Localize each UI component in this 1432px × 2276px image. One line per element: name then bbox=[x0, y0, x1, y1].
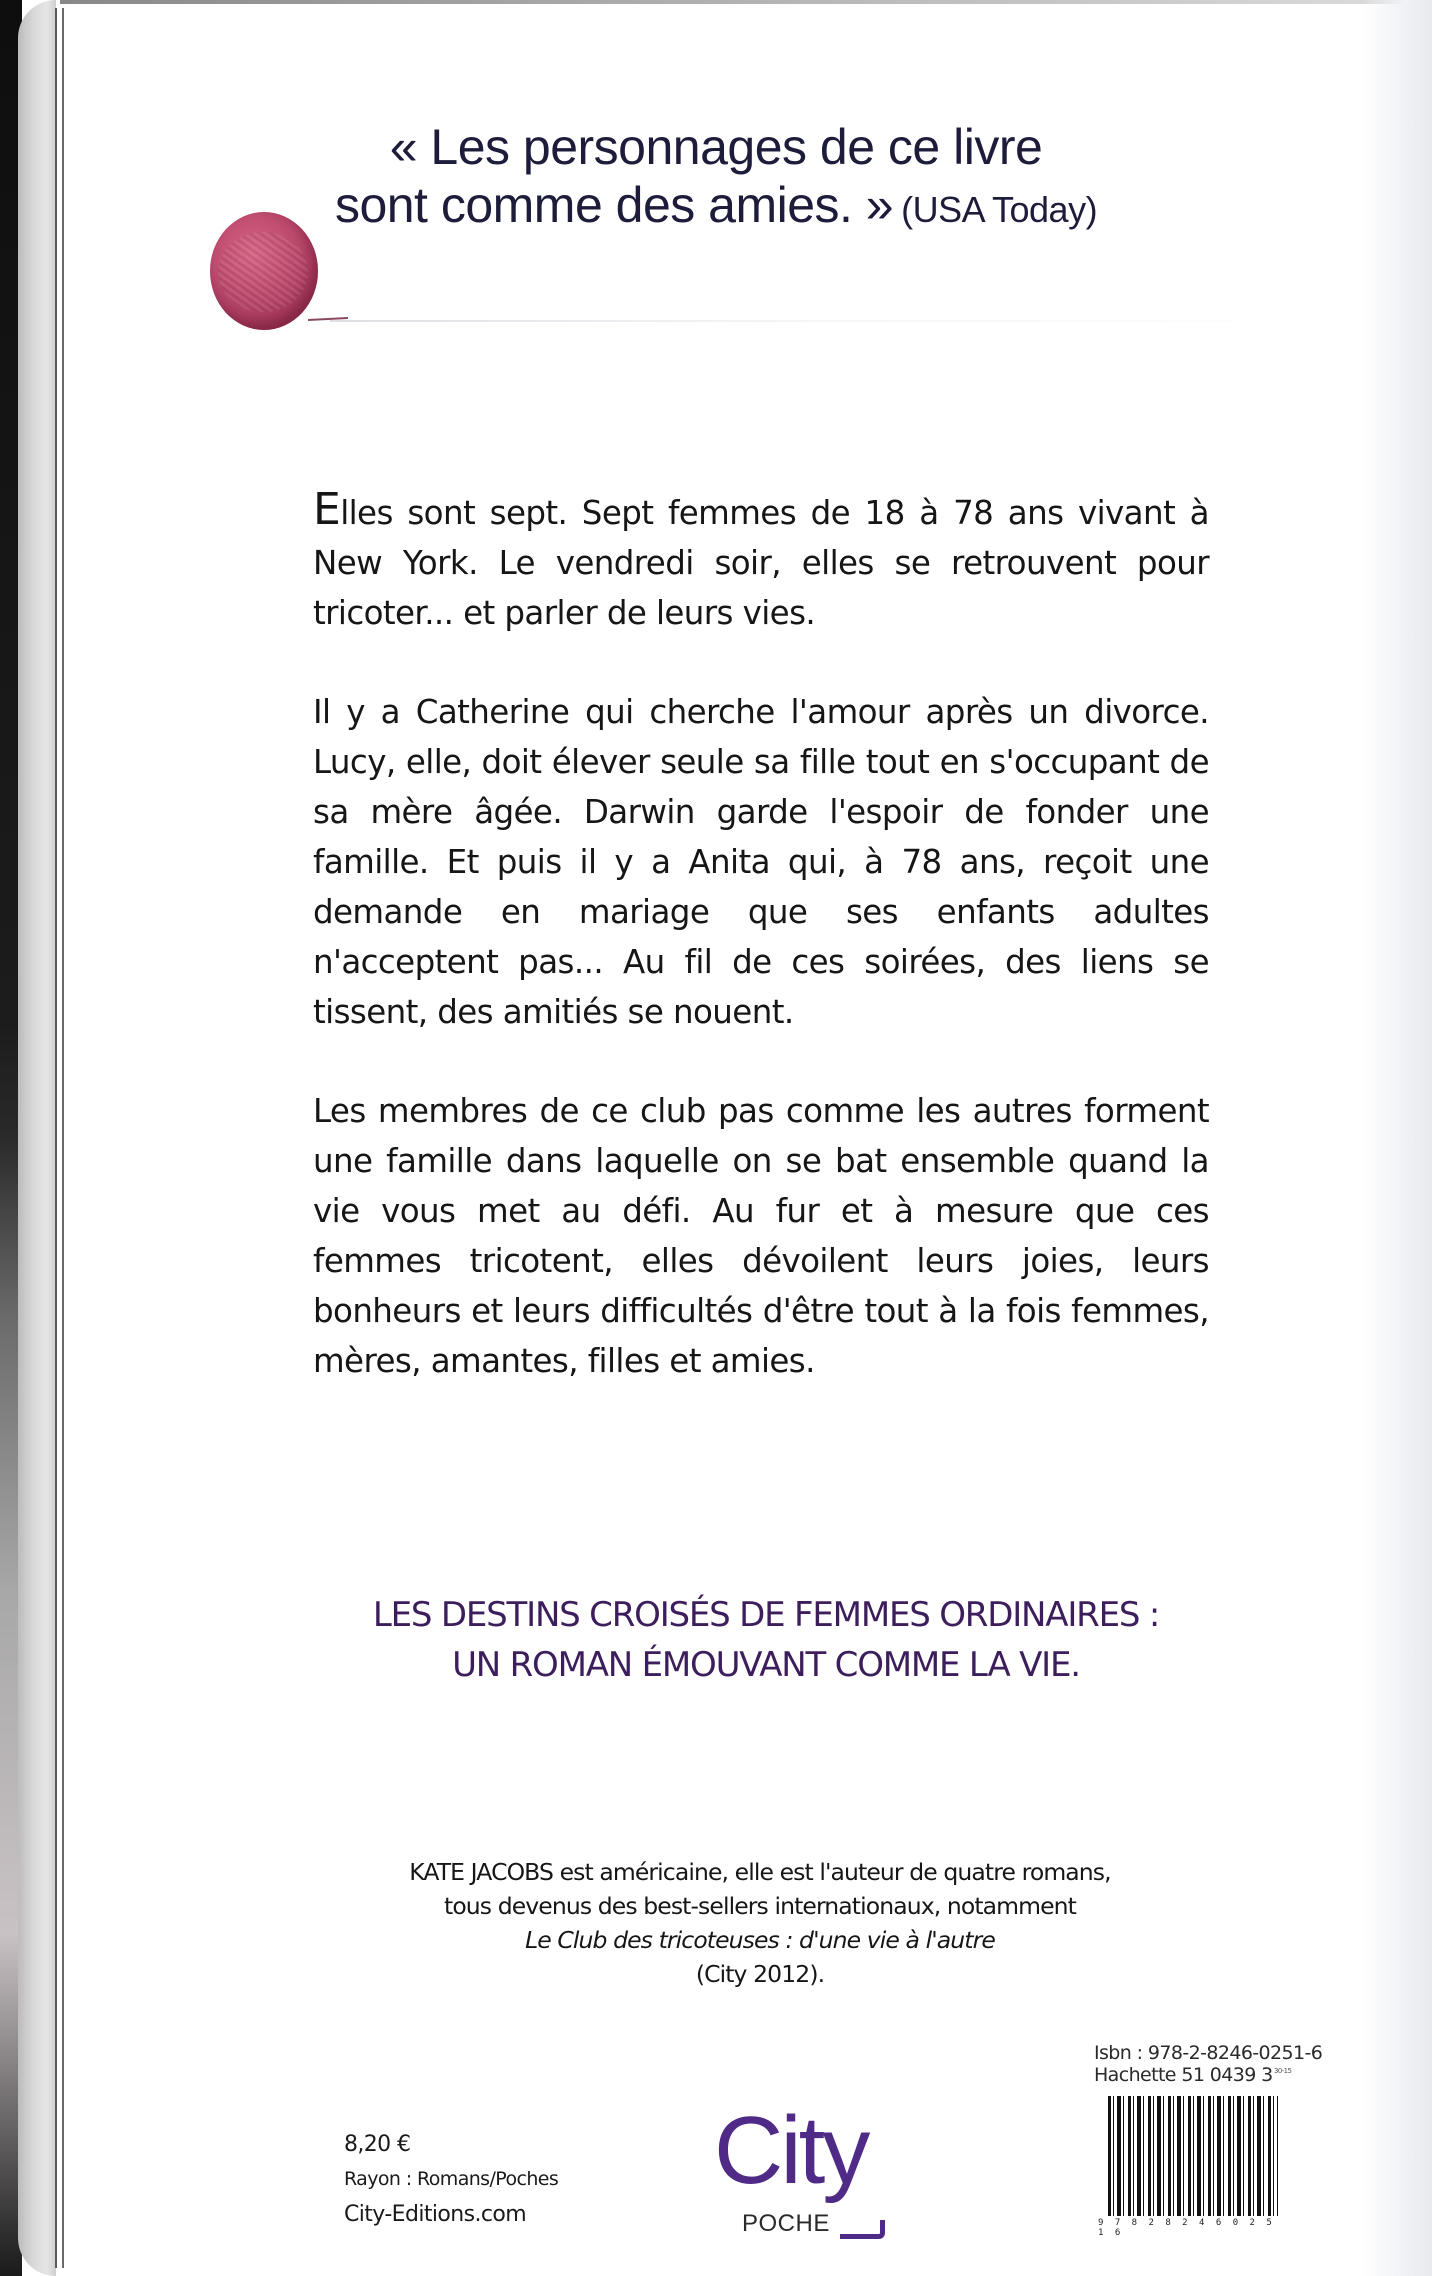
hachette-code: Hachette 51 0439 3 bbox=[1094, 2064, 1273, 2086]
review-quote bbox=[266, 118, 1166, 239]
blurb-paragraph-1-text: lles sont sept. Sept femmes de 18 à 78 ans vivant à New York. Le vendredi soir, elles se retrouvent pour tricoter... et parler de leurs vies. bbox=[313, 494, 1209, 632]
publisher-logo bbox=[714, 2097, 914, 2244]
tagline-line-1: LES DESTINS CROISÉS DE FEMMES ORDINAIRES : bbox=[372, 1595, 1160, 1635]
isbn-number: Isbn : 978-2-8246-0251-6 bbox=[1094, 2042, 1323, 2064]
blurb bbox=[313, 484, 1209, 1435]
blurb-paragraph-3: Les membres de ce club pas comme les autres forment une famille dans laquelle on se bat ensemble quand la vie vous met au défi. Au fur et à mesure que ces femmes tricotent, elles dévoilent leurs joies, leurs bonheurs et leurs difficultés d'être tout à la fois femmes, mères, amantes, filles et amies. bbox=[313, 1092, 1209, 1380]
quote-source: (USA Today) bbox=[901, 189, 1098, 230]
quote-line-2 bbox=[266, 176, 1166, 239]
barcode-digits: 9 7 8 2 8 2 4 6 0 2 5 1 6 bbox=[1098, 2218, 1275, 2238]
author-bio-line-3 bbox=[330, 1923, 1190, 1991]
logo-wordmark: City bbox=[714, 2097, 868, 2204]
blurb-paragraph-1 bbox=[313, 484, 1209, 638]
logo-subtitle: POCHE bbox=[742, 2210, 830, 2237]
quote-divider bbox=[330, 320, 1230, 322]
price: 8,20 € bbox=[344, 2132, 411, 2157]
right-edge-shading bbox=[1362, 0, 1432, 2276]
drop-initial: E bbox=[313, 484, 341, 535]
author-bio-line-2: tous devenus des best-sellers internationaux, notamment bbox=[444, 1892, 1076, 1920]
small-code: 30-15 bbox=[1274, 2067, 1292, 2075]
author-bio bbox=[330, 1855, 1190, 1991]
shelf-category: Rayon : Romans/Poches bbox=[344, 2168, 559, 2190]
author-bio-line-1: KATE JACOBS est américaine, elle est l'auteur de quatre romans, bbox=[409, 1858, 1111, 1886]
top-edge-shadow bbox=[60, 0, 1432, 4]
quote-line-1: « Les personnages de ce livre bbox=[389, 119, 1043, 175]
price-block bbox=[344, 2128, 558, 2234]
page-edge-line bbox=[55, 8, 57, 2268]
book-spine-edge bbox=[18, 0, 56, 2276]
book-title-suffix: (City 2012). bbox=[695, 1960, 825, 1988]
book-title-italic: Le Club des tricoteuses : d'une vie à l'autre bbox=[525, 1926, 995, 1954]
publisher-website: City-Editions.com bbox=[344, 2202, 527, 2227]
barcode-icon bbox=[1108, 2096, 1278, 2216]
tagline bbox=[296, 1590, 1236, 1690]
isbn-block bbox=[1094, 2042, 1322, 2086]
blurb-paragraph-2: Il y a Catherine qui cherche l'amour après un divorce. Lucy, elle, doit élever seule sa fille tout en s'occupant de sa mère âgée. Darwin garde l'espoir de fonder une famille. Et puis il y a Anita qui, à 78 ans, reçoit une demande en mariage que ses enfants adultes n'acceptent pas... Au fil de ces soirées, des liens se tissent, des amitiés se nouent. bbox=[313, 693, 1209, 1031]
tagline-line-2: UN ROMAN ÉMOUVANT COMME LA VIE. bbox=[452, 1645, 1080, 1685]
page-edge-line bbox=[62, 8, 64, 2268]
quote-line-2-text: sont comme des amies. » bbox=[334, 177, 894, 233]
logo-underline-hook bbox=[840, 2220, 885, 2239]
